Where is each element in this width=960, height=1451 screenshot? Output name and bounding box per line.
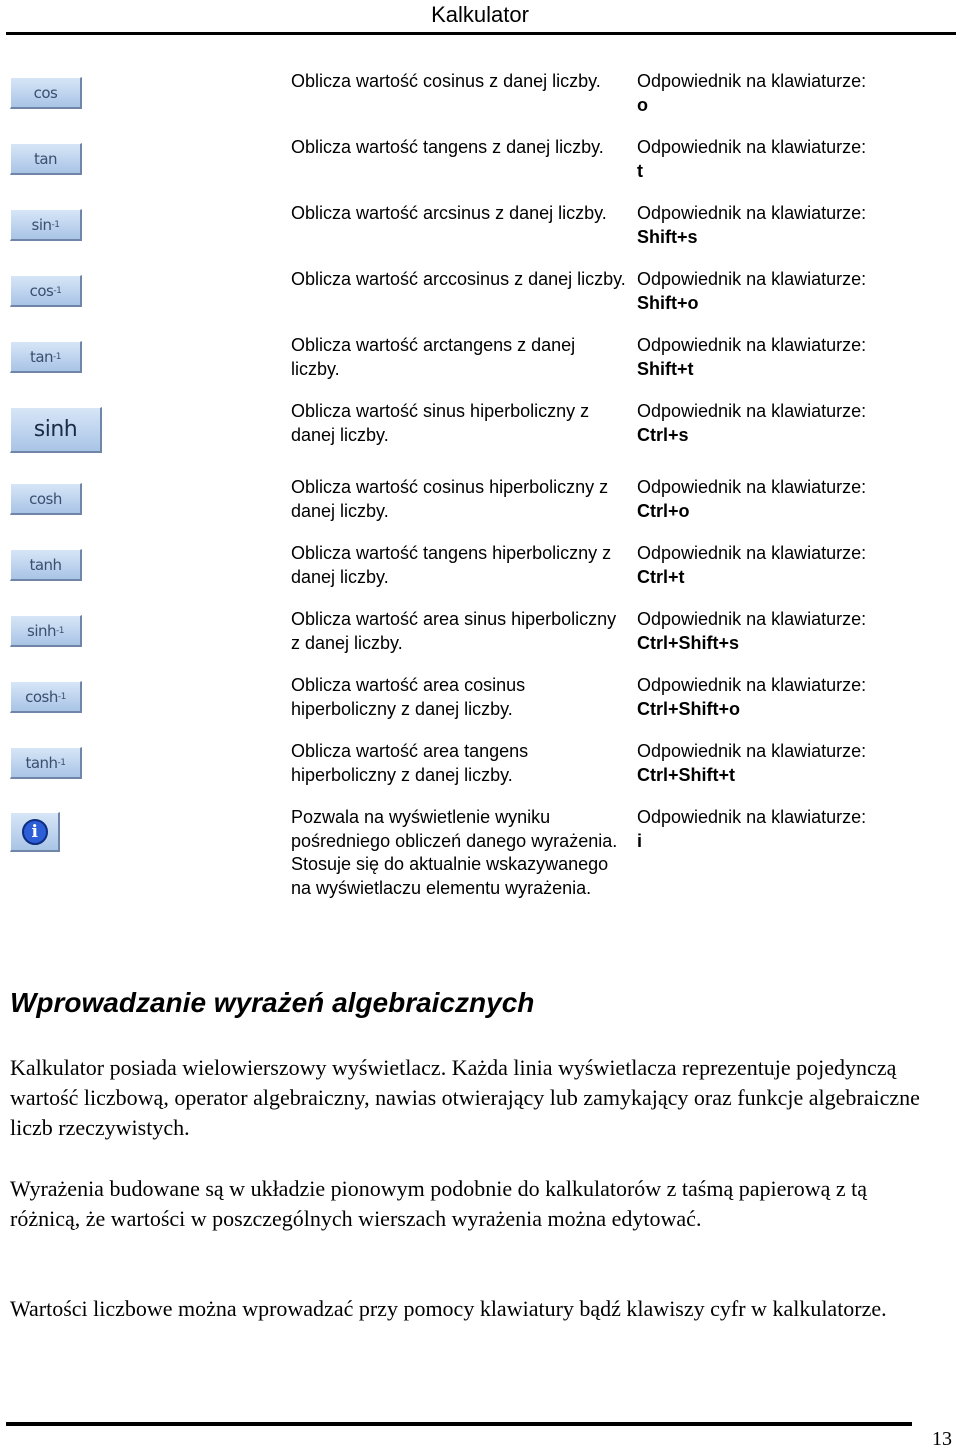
shortcut-label: Odpowiednik na klawiaturze:	[637, 741, 867, 761]
shortcut-key: Ctrl+Shift+s	[637, 632, 740, 653]
row-shortcut	[637, 674, 937, 721]
row-description: Oblicza wartość tangens hiperboliczny z danej liczby.	[291, 543, 612, 587]
page-number: 13	[932, 1428, 952, 1450]
info-button-image	[10, 812, 60, 852]
shortcut-label: Odpowiednik na klawiaturze:	[637, 71, 867, 91]
row-shortcut	[637, 608, 937, 655]
shortcut-label: Odpowiednik na klawiaturze:	[637, 203, 867, 223]
shortcut-key: Shift+s	[637, 226, 698, 247]
body-paragraph: Wyrażenia budowane są w układzie pionowym podobnie do kalkulatorów z taśmą papierową z tą różnicą, że wartości w poszczególnych wierszach wyrażenia można edytować.	[10, 1176, 868, 1231]
row-shortcut	[637, 268, 937, 315]
arccos-button-image: cos -1	[10, 275, 82, 307]
arcosh-button-image: cosh -1	[10, 681, 82, 713]
shortcut-label: Odpowiednik na klawiaturze:	[637, 675, 867, 695]
info-icon: i	[22, 819, 48, 845]
arctan-button-image: tan -1	[10, 341, 82, 373]
arcsin-button-image: sin -1	[10, 209, 82, 241]
row-shortcut	[637, 334, 937, 381]
shortcut-key: Ctrl+Shift+t	[637, 764, 736, 785]
header-divider	[6, 32, 956, 35]
shortcut-key: Shift+o	[637, 292, 699, 313]
artanh-button-image: tanh -1	[10, 747, 82, 779]
row-description: Oblicza wartość arccosinus z danej liczby.	[291, 269, 626, 289]
arsinh-button-image: sinh -1	[10, 615, 82, 647]
shortcut-label: Odpowiednik na klawiaturze:	[637, 807, 867, 827]
footer-divider	[6, 1422, 912, 1426]
row-shortcut	[637, 806, 937, 853]
row-description: Oblicza wartość sinus hiperboliczny z danej liczby.	[291, 401, 590, 445]
row-description: Oblicza wartość area cosinus hiperboliczny z danej liczby.	[291, 675, 526, 719]
row-shortcut	[637, 136, 937, 183]
tanh-button-image: tanh	[10, 549, 82, 581]
shortcut-label: Odpowiednik na klawiaturze:	[637, 609, 867, 629]
shortcut-label: Odpowiednik na klawiaturze:	[637, 477, 867, 497]
shortcut-key: o	[637, 94, 648, 115]
shortcut-label: Odpowiednik na klawiaturze:	[637, 335, 867, 355]
tan-button-image: tan	[10, 143, 82, 175]
row-description: Oblicza wartość area tangens hiperboliczny z danej liczby.	[291, 741, 529, 785]
shortcut-key: t	[637, 160, 643, 181]
cos-button-image: cos	[10, 77, 82, 109]
row-description: Oblicza wartość arcsinus z danej liczby.	[291, 203, 607, 223]
shortcut-key: Ctrl+Shift+o	[637, 698, 741, 719]
sinh-button-image: sinh	[10, 407, 102, 453]
shortcut-label: Odpowiednik na klawiaturze:	[637, 401, 867, 421]
shortcut-key: Ctrl+s	[637, 424, 689, 445]
body-paragraph: Kalkulator posiada wielowierszowy wyświetlacz. Każda linia wyświetlacza reprezentuje pojedynczą wartość liczbową, operator algebraiczny, nawias otwierający lub zamykający oraz funkcje algebraiczne liczb rzeczywistych.	[10, 1055, 920, 1140]
page-title: Kalkulator	[431, 2, 529, 27]
body-paragraph: Wartości liczbowe można wprowadzać przy pomocy klawiatury bądź klawiszy cyfr w kalkulatorze.	[10, 1296, 887, 1321]
row-shortcut	[637, 70, 937, 117]
shortcut-key: i	[637, 830, 643, 851]
row-description: Oblicza wartość tangens z danej liczby.	[291, 137, 604, 157]
shortcut-label: Odpowiednik na klawiaturze:	[637, 543, 867, 563]
row-shortcut	[637, 542, 937, 589]
shortcut-label: Odpowiednik na klawiaturze:	[637, 137, 867, 157]
shortcut-key: Shift+t	[637, 358, 694, 379]
section-heading: Wprowadzanie wyrażeń algebraicznych	[10, 987, 535, 1018]
cosh-button-image: cosh	[10, 483, 82, 515]
row-description: Oblicza wartość area sinus hiperboliczny z danej liczby.	[291, 609, 617, 653]
row-description: Pozwala na wyświetlenie wyniku pośredniego obliczeń danego wyrażenia. Stosuje się do aktualnie wskazywanego na wyświetlaczu elementu wyrażenia.	[291, 807, 618, 898]
row-description: Oblicza wartość cosinus z danej liczby.	[291, 71, 601, 91]
row-shortcut	[637, 202, 937, 249]
shortcut-key: Ctrl+t	[637, 566, 685, 587]
row-description: Oblicza wartość arctangens z danej liczby.	[291, 335, 576, 379]
row-shortcut	[637, 476, 937, 523]
row-shortcut	[637, 740, 937, 787]
row-shortcut	[637, 400, 937, 447]
shortcut-label: Odpowiednik na klawiaturze:	[637, 269, 867, 289]
row-description: Oblicza wartość cosinus hiperboliczny z danej liczby.	[291, 477, 609, 521]
shortcut-key: Ctrl+o	[637, 500, 690, 521]
